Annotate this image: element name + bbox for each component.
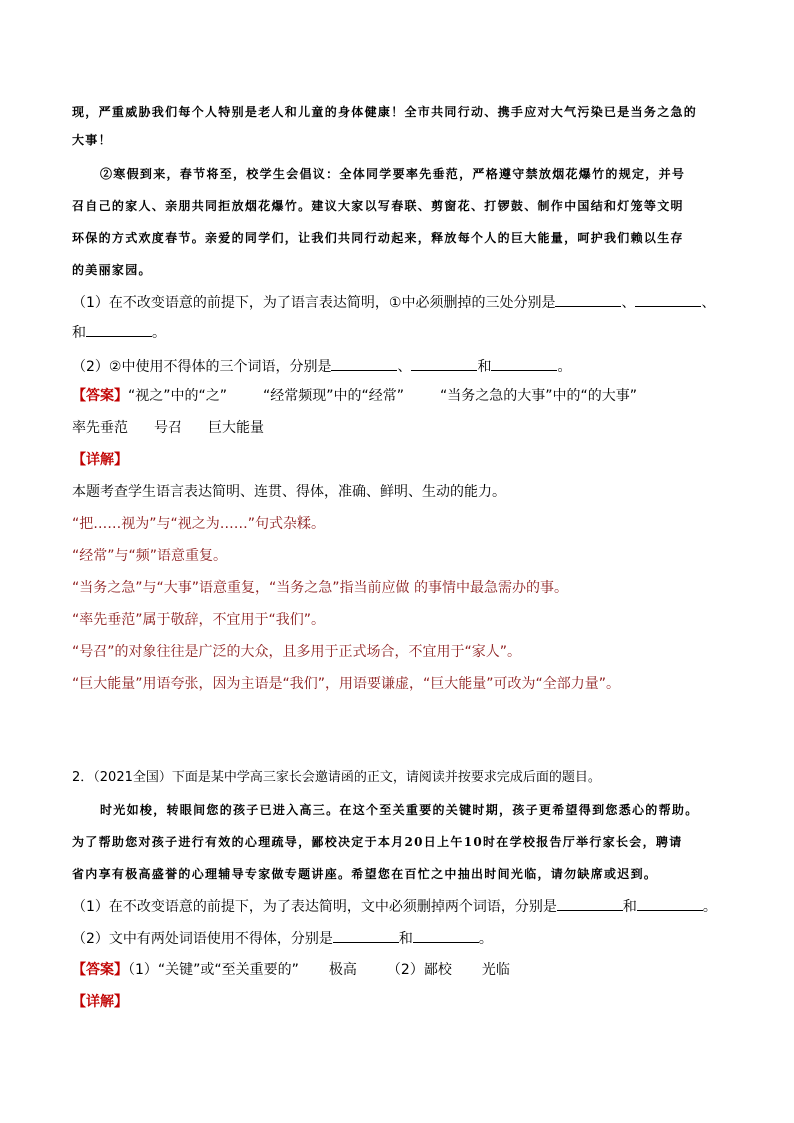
answer-item: 光临 (481, 962, 510, 978)
answer-item: 极高 (328, 962, 357, 978)
answer-blank (491, 356, 557, 371)
separator: 、 (621, 295, 636, 311)
question-1-sub-1 (72, 292, 715, 313)
passage-line: ②寒假到来，春节将至，校学生会倡议：全体同学要率先垂范，严格遵守禁放烟花爆竹的规定，并号 (100, 167, 686, 181)
letter-line: 时光如梭，转眼间您的孩子已进入高三。在这个至关重要的关键时期，孩子更希望得到您悉心的帮助。 (100, 803, 699, 817)
answer-blank (555, 292, 621, 307)
separator: 、 (397, 359, 412, 375)
answer-line (72, 960, 510, 980)
passage-line: 召自己的家人、亲朋共同拒放烟花爆竹。建议大家以写春联、剪窗花、打锣鼓、制作中国结和灯笼等文明 (72, 199, 684, 213)
period: 。 (702, 899, 717, 915)
detail-line: “号召”的对象往往是广泛的大众，且多用于正式场合，不宜用于“家人”。 (72, 644, 522, 660)
period: 。 (478, 931, 493, 947)
answer-item: 巨大能量 (208, 420, 264, 436)
answer-blank (637, 896, 703, 911)
answer-tag: 【答案】 (72, 388, 128, 404)
detail-tag: 【详解】 (72, 994, 128, 1010)
answer-blank (413, 928, 479, 943)
question-2-sub-2 (72, 928, 493, 949)
and-word: 和 (72, 325, 86, 341)
question-1-sub-2 (72, 356, 571, 377)
passage-line: 环保的方式欢度春节。亲爱的同学们，让我们共同行动起来，释放每个人的巨大能量，呵护我们赖以生存 (72, 231, 684, 245)
answer-blank (557, 896, 623, 911)
separator: 、 (701, 295, 716, 311)
and-word: 和 (622, 899, 637, 915)
period: 。 (152, 325, 166, 341)
answer-item: 率先垂范 (72, 420, 128, 436)
passage-line: 大事！ (72, 133, 112, 147)
detail-tag: 【详解】 (72, 452, 128, 468)
question-2-sub-1 (72, 896, 717, 917)
answer-item: “经常频现”中的“经常” (263, 388, 405, 404)
and-word: 和 (398, 931, 413, 947)
question-1-sub-1-cont (72, 322, 166, 343)
answer-item: （1）“关键”或“至关重要的” (128, 962, 299, 978)
letter-line: 省内享有极高盛誉的心理辅导专家做专题讲座。希望您在百忙之中抽出时间光临，请勿缺席或迟到。 (72, 867, 658, 881)
answer-blank (411, 356, 477, 371)
detail-line: “当务之急”与“大事”语意重复，“当务之急”指当前应做 的事情中最急需办的事。 (72, 580, 568, 596)
answer-line (72, 386, 637, 406)
answer-line (72, 418, 264, 438)
period: 。 (557, 359, 572, 375)
passage-line: 现，严重威胁我们每个人特别是老人和儿童的身体健康！全市共同行动、携手应对大气污染已是当务之急的 (72, 105, 698, 119)
answer-item: “当务之急的大事”中的“的大事” (440, 388, 638, 404)
answer-blank (86, 322, 152, 337)
answer-item: 号召 (154, 420, 182, 436)
question-text: （1）在不改变语意的前提下，为了语言表达简明，①中必须删掉的三处分别是 (72, 295, 556, 311)
detail-line: “巨大能量”用语夸张，因为主语是“我们”，用语要谦虚，“巨大能量”可改为“全部力量”。 (72, 676, 621, 692)
answer-tag: 【答案】 (72, 962, 128, 978)
letter-line: 为了帮助您对孩子进行有效的心理疏导，鄙校决定于本月20日上午10时在学校报告厅举行家长会，聘请 (72, 835, 683, 849)
answer-item: “视之”中的“之” (128, 388, 228, 404)
question-text: （1）在不改变语意的前提下，为了表达简明，文中必须删掉两个词语，分别是 (72, 899, 557, 915)
detail-line: “把……视为”与“视之为……”句式杂糅。 (72, 516, 326, 532)
question-text: （2）文中有两处词语使用不得体，分别是 (72, 931, 333, 947)
question-2-title: 2．（2021全国）下面是某中学高三家长会邀请函的正文，请阅读并按要求完成后面的题目。 (72, 770, 601, 785)
detail-intro: 本题考查学生语言表达简明、连贯、得体，准确、鲜明、生动的能力。 (72, 484, 506, 500)
answer-blank (635, 292, 701, 307)
detail-line: “率先垂范”属于敬辞，不宜用于“我们”。 (72, 612, 326, 628)
detail-line: “经常”与“频”语意重复。 (72, 548, 228, 564)
passage-line: 的美丽家园。 (72, 263, 152, 277)
answer-blank (331, 356, 397, 371)
answer-item: （2）鄙校 (386, 962, 452, 978)
and-word: 和 (477, 359, 492, 375)
question-text: （2）②中使用不得体的三个词语，分别是 (72, 359, 332, 375)
answer-blank (333, 928, 399, 943)
